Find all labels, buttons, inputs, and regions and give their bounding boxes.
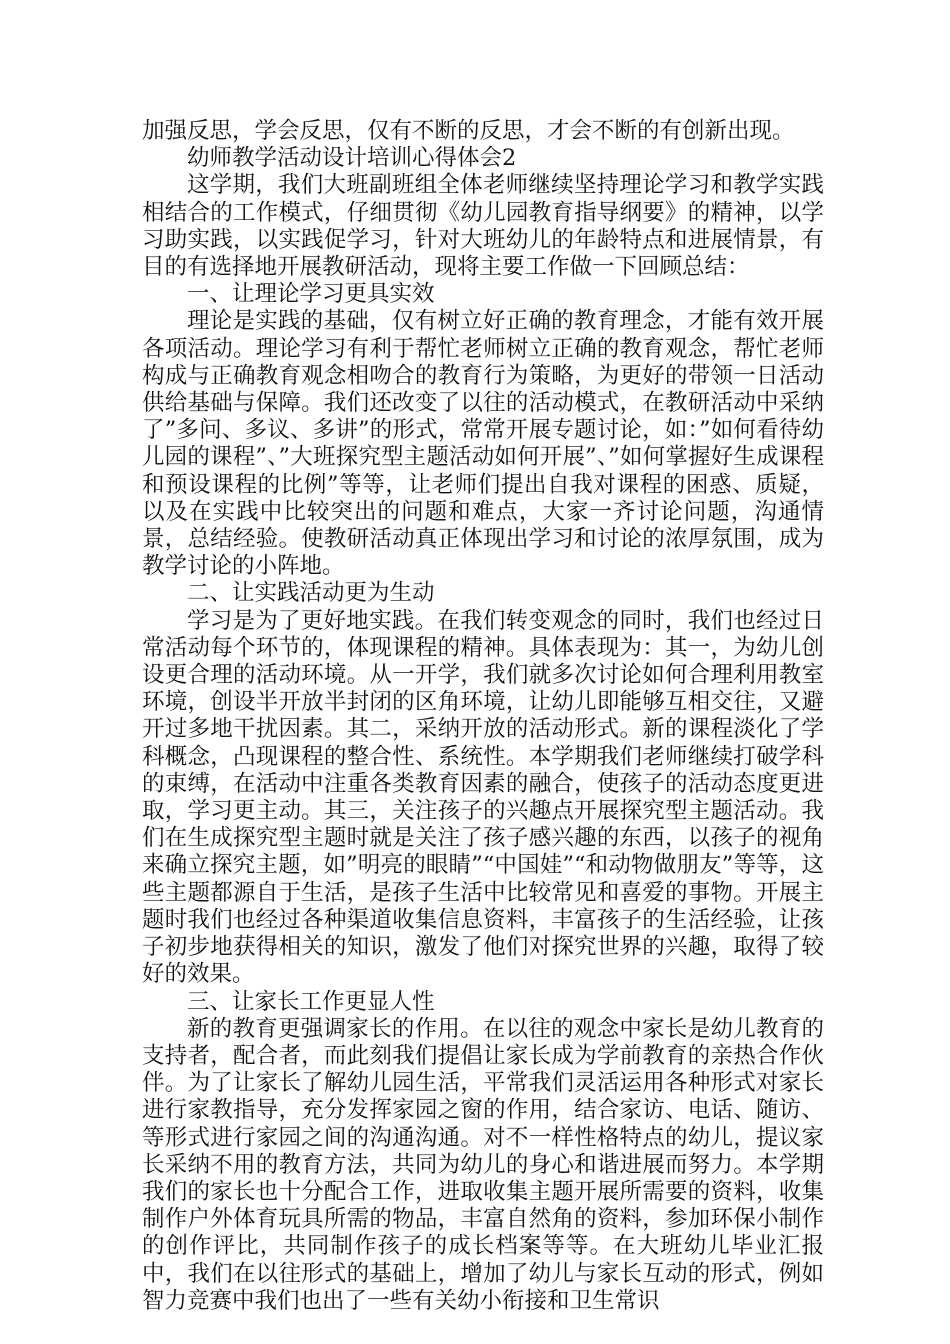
paragraph-practice: 学习是为了更好地实践。在我们转变观念的同时，我们也经过日常活动每个环节的，体现课程的精神。具体表现为：其一，为幼儿创设更合理的活动环境。从一开学，我们就多次讨论如何合理利用教室环境，创设半开放半封闭的区角环境，让幼儿即能够互相交往，又避开过多地干扰因素。其二，采纳开放的活动形式。新的课程淡化了学科概念，凸现课程的整合性、系统性。本学期我们老师继续打破学科的束缚，在活动中注重各类教育因素的融合，使孩子的活动态度更进取，学习更主动。其三，关注孩子的兴趣点开展探究型主题活动。我们在生成探究型主题时就是关注了孩子感兴趣的东西，以孩子的视角来确立探究主题，如”明亮的眼睛”“中国娃”“和动物做朋友”等等，这些主题都源自于生活，是孩子生活中比较常见和喜爱的事物。开展主题时我们也经过各种渠道收集信息资料，丰富孩子的生活经验，让孩子初步地获得相关的知识，激发了他们对探究世界的兴趣，取得了较好的效果。 xyxy=(142,607,824,988)
heading-theory: 一、让理论学习更具实效 xyxy=(187,281,435,308)
heading-practice: 二、让实践活动更为生动 xyxy=(187,580,435,607)
paragraph-continuation: 加强反思，学会反思，仅有不断的反思，才会不断的有创新出现。 xyxy=(142,118,795,144)
paragraph-theory: 理论是实践的基础，仅有树立好正确的教育理念，才能有效开展各项活动。理论学习有利于帮忙老师树立正确的教育观念，帮忙老师构成与正确教育观念相吻合的教育行为策略，为更好的带领一日活动供给基础与保障。我们还改变了以往的活动模式，在教研活动中采纳了”多问、多议、多讲”的形式，常常开展专题讨论，如：”如何看待幼儿园的课程”、”大班探究型主题活动如何开展”、”如何掌握好生成课程和预设课程的比例”等等，让老师们提出自我对课程的困惑、质疑，以及在实践中比较突出的问题和难点，大家一齐讨论问题，沟通情景，总结经验。使教研活动真正体现出学习和讨论的浓厚氛围，成为教学讨论的小阵地。 xyxy=(142,308,824,580)
paragraph-parents: 新的教育更强调家长的作用。在以往的观念中家长是幼儿教育的支持者，配合者，而此刻我们提倡让家长成为学前教育的亲热合作伙伴。为了让家长了解幼儿园生活，平常我们灵活运用各种形式对家长进行家教指导，充分发挥家园之窗的作用，结合家访、电话、随访、等形式进行家园之间的沟通沟通。对不一样性格特点的幼儿，提议家长采纳不用的教育方法，共同为幼儿的身心和谐进展而努力。本学期我们的家长也十分配合工作，进取收集主题开展所需要的资料，收集制作户外体育玩具所需的物品，丰富自然角的资料，参加环保小制作的创作评比，共同制作孩子的成长档案等等。在大班幼儿毕业汇报中，我们在以往形式的基础上，增加了幼儿与家长互动的形式，例如智力竞赛中我们也出了一些有关幼小衔接和卫生常识 xyxy=(142,1015,824,1314)
document-body xyxy=(142,118,824,1315)
section-title: 幼师教学活动设计培训心得体会2 xyxy=(187,145,517,172)
heading-parents: 三、让家长工作更显人性 xyxy=(187,988,435,1015)
paragraph-intro: 这学期，我们大班副班组全体老师继续坚持理论学习和教学实践相结合的工作模式，仔细贯彻《幼儿园教育指导纲要》的精神，以学习助实践，以实践促学习，针对大班幼儿的年龄特点和进展情景，有目的有选择地开展教研活动，现将主要工作做一下回顾总结： xyxy=(142,172,824,281)
